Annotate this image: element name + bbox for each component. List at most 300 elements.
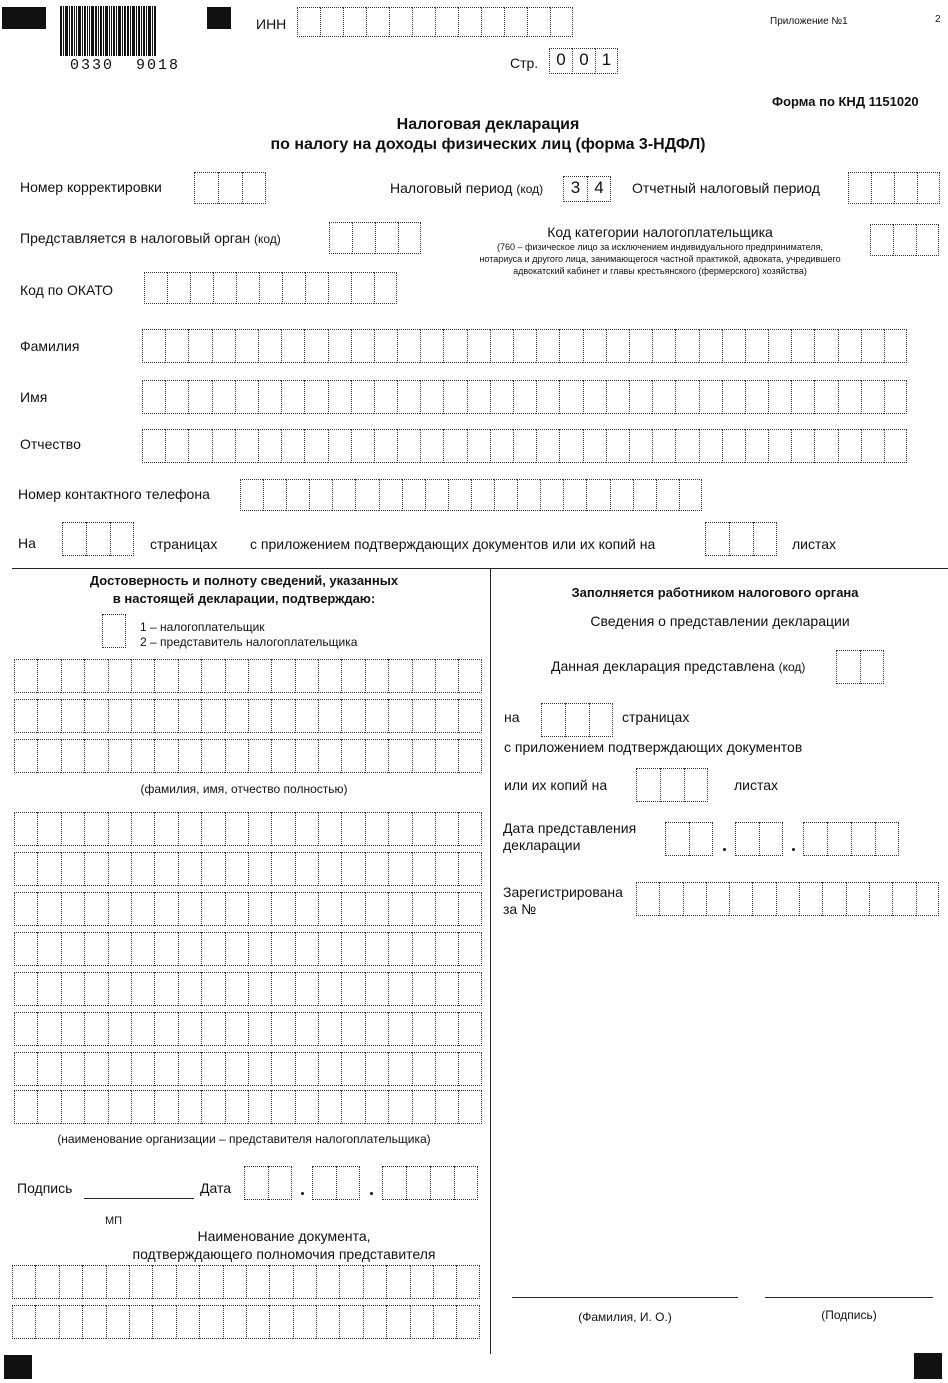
input-cell[interactable] bbox=[108, 932, 131, 966]
input-cell[interactable] bbox=[318, 852, 341, 886]
right-pages-cells[interactable] bbox=[541, 703, 613, 737]
input-cell[interactable] bbox=[235, 380, 258, 414]
input-cell[interactable] bbox=[706, 882, 729, 916]
input-cell[interactable] bbox=[467, 380, 490, 414]
input-cell[interactable] bbox=[295, 659, 318, 693]
input-cell[interactable] bbox=[458, 699, 481, 733]
input-cell[interactable] bbox=[729, 882, 752, 916]
input-cell[interactable] bbox=[201, 972, 224, 1006]
input-cell[interactable] bbox=[37, 659, 60, 693]
input-cell[interactable] bbox=[374, 380, 397, 414]
input-cell[interactable] bbox=[791, 329, 814, 363]
input-cell[interactable] bbox=[154, 1012, 177, 1046]
input-cell[interactable] bbox=[351, 329, 374, 363]
input-cell[interactable] bbox=[916, 882, 939, 916]
doc-cells-row-1[interactable] bbox=[12, 1265, 480, 1299]
input-cell[interactable] bbox=[108, 1090, 131, 1124]
input-cell[interactable] bbox=[295, 739, 318, 773]
input-cell[interactable] bbox=[402, 479, 425, 511]
input-cell[interactable] bbox=[768, 380, 791, 414]
input-cell[interactable] bbox=[131, 932, 154, 966]
input-cell[interactable] bbox=[490, 429, 513, 463]
input-cell[interactable] bbox=[365, 852, 388, 886]
input-cell[interactable] bbox=[201, 1052, 224, 1086]
input-cell[interactable] bbox=[675, 329, 698, 363]
input-cell[interactable] bbox=[374, 329, 397, 363]
input-cell[interactable] bbox=[248, 739, 271, 773]
input-cell[interactable] bbox=[365, 1012, 388, 1046]
input-cell[interactable] bbox=[129, 1305, 152, 1339]
input-cell[interactable] bbox=[365, 812, 388, 846]
input-cell[interactable] bbox=[861, 329, 884, 363]
input-cell[interactable] bbox=[106, 1265, 129, 1299]
input-cell[interactable] bbox=[154, 852, 177, 886]
input-cell[interactable] bbox=[201, 1090, 224, 1124]
input-cell[interactable] bbox=[410, 1305, 433, 1339]
input-cell[interactable] bbox=[846, 882, 869, 916]
input-cell[interactable] bbox=[201, 932, 224, 966]
input-cell[interactable] bbox=[84, 1052, 107, 1086]
input-cell[interactable] bbox=[142, 329, 165, 363]
input-cell[interactable] bbox=[490, 380, 513, 414]
input-cell[interactable] bbox=[178, 812, 201, 846]
input-cell[interactable] bbox=[108, 892, 131, 926]
input-cell[interactable] bbox=[152, 1305, 175, 1339]
input-cell[interactable] bbox=[35, 1305, 58, 1339]
input-cell[interactable] bbox=[351, 380, 374, 414]
input-cell[interactable] bbox=[397, 329, 420, 363]
input-cell[interactable] bbox=[435, 972, 458, 1006]
input-cell[interactable] bbox=[388, 892, 411, 926]
input-cell[interactable] bbox=[435, 812, 458, 846]
input-cell[interactable] bbox=[84, 892, 107, 926]
input-cell[interactable] bbox=[388, 852, 411, 886]
date-day-cells[interactable] bbox=[244, 1166, 292, 1200]
input-cell[interactable] bbox=[14, 892, 37, 926]
input-cell[interactable] bbox=[271, 659, 294, 693]
input-cell[interactable] bbox=[258, 329, 281, 363]
input-cell[interactable] bbox=[374, 429, 397, 463]
input-cell[interactable] bbox=[61, 892, 84, 926]
input-cell[interactable] bbox=[304, 429, 327, 463]
input-cell[interactable] bbox=[386, 1265, 409, 1299]
input-cell[interactable] bbox=[448, 479, 471, 511]
input-cell[interactable] bbox=[61, 739, 84, 773]
input-cell[interactable] bbox=[412, 739, 435, 773]
input-cell[interactable] bbox=[397, 380, 420, 414]
submitted-code-cell[interactable] bbox=[836, 650, 884, 684]
input-cell[interactable] bbox=[59, 1305, 82, 1339]
input-cell[interactable] bbox=[263, 479, 286, 511]
input-cell[interactable] bbox=[365, 932, 388, 966]
input-cell[interactable] bbox=[37, 1052, 60, 1086]
input-cell[interactable] bbox=[679, 479, 702, 511]
input-cell[interactable] bbox=[458, 812, 481, 846]
input-cell[interactable] bbox=[82, 1265, 105, 1299]
input-cell[interactable] bbox=[14, 739, 37, 773]
input-cell[interactable] bbox=[768, 429, 791, 463]
input-cell[interactable] bbox=[412, 972, 435, 1006]
input-cell[interactable] bbox=[386, 1305, 409, 1339]
pages-cells[interactable] bbox=[62, 522, 134, 556]
input-cell[interactable] bbox=[745, 329, 768, 363]
input-cell[interactable] bbox=[59, 1265, 82, 1299]
input-cell[interactable] bbox=[14, 932, 37, 966]
input-cell[interactable] bbox=[14, 659, 37, 693]
input-cell[interactable] bbox=[583, 429, 606, 463]
input-cell[interactable] bbox=[37, 812, 60, 846]
input-cell[interactable] bbox=[295, 972, 318, 1006]
input-cell[interactable] bbox=[61, 1052, 84, 1086]
input-cell[interactable] bbox=[341, 812, 364, 846]
input-cell[interactable] bbox=[293, 1305, 316, 1339]
date-month-cells[interactable] bbox=[312, 1166, 360, 1200]
input-cell[interactable] bbox=[178, 699, 201, 733]
input-cell[interactable] bbox=[722, 429, 745, 463]
input-cell[interactable] bbox=[412, 892, 435, 926]
input-cell[interactable] bbox=[435, 659, 458, 693]
input-cell[interactable] bbox=[37, 699, 60, 733]
input-cell[interactable] bbox=[435, 892, 458, 926]
input-cell[interactable] bbox=[248, 1090, 271, 1124]
input-cell[interactable] bbox=[456, 1265, 479, 1299]
doc-cells-row-2[interactable] bbox=[12, 1305, 480, 1339]
input-cell[interactable] bbox=[12, 1305, 35, 1339]
input-cell[interactable] bbox=[14, 1090, 37, 1124]
input-cell[interactable] bbox=[341, 932, 364, 966]
input-cell[interactable] bbox=[341, 659, 364, 693]
inn-cells[interactable] bbox=[297, 7, 573, 37]
input-cell[interactable] bbox=[606, 380, 629, 414]
input-cell[interactable] bbox=[861, 380, 884, 414]
input-cell[interactable] bbox=[108, 1012, 131, 1046]
input-cell[interactable] bbox=[225, 812, 248, 846]
input-cell[interactable] bbox=[341, 739, 364, 773]
input-cell[interactable] bbox=[629, 380, 652, 414]
input-cell[interactable] bbox=[435, 1052, 458, 1086]
input-cell[interactable] bbox=[583, 329, 606, 363]
input-cell[interactable] bbox=[318, 812, 341, 846]
org-cells-row-8[interactable] bbox=[14, 1090, 482, 1124]
input-cell[interactable] bbox=[388, 972, 411, 1006]
input-cell[interactable] bbox=[652, 329, 675, 363]
input-cell[interactable] bbox=[106, 1305, 129, 1339]
input-cell[interactable] bbox=[84, 1012, 107, 1046]
input-cell[interactable] bbox=[722, 329, 745, 363]
input-cell[interactable] bbox=[178, 892, 201, 926]
input-cell[interactable] bbox=[467, 429, 490, 463]
input-cell[interactable] bbox=[791, 429, 814, 463]
input-cell[interactable] bbox=[490, 329, 513, 363]
input-cell[interactable] bbox=[246, 1265, 269, 1299]
input-cell[interactable] bbox=[212, 429, 235, 463]
input-cell[interactable] bbox=[328, 380, 351, 414]
input-cell[interactable] bbox=[271, 852, 294, 886]
input-cell[interactable] bbox=[420, 429, 443, 463]
input-cell[interactable] bbox=[165, 380, 188, 414]
submission-day-cells[interactable] bbox=[665, 822, 713, 856]
input-cell[interactable] bbox=[37, 852, 60, 886]
org-cells-row-2[interactable] bbox=[14, 852, 482, 886]
input-cell[interactable] bbox=[606, 429, 629, 463]
input-cell[interactable] bbox=[388, 739, 411, 773]
input-cell[interactable] bbox=[271, 1012, 294, 1046]
input-cell[interactable] bbox=[341, 892, 364, 926]
input-cell[interactable] bbox=[248, 1012, 271, 1046]
input-cell[interactable] bbox=[365, 972, 388, 1006]
input-cell[interactable] bbox=[884, 329, 907, 363]
input-cell[interactable] bbox=[131, 852, 154, 886]
input-cell[interactable] bbox=[131, 699, 154, 733]
input-cell[interactable] bbox=[225, 1052, 248, 1086]
input-cell[interactable] bbox=[225, 1012, 248, 1046]
input-cell[interactable] bbox=[37, 892, 60, 926]
input-cell[interactable] bbox=[37, 932, 60, 966]
input-cell[interactable] bbox=[318, 699, 341, 733]
input-cell[interactable] bbox=[248, 659, 271, 693]
input-cell[interactable] bbox=[223, 1305, 246, 1339]
okato-cells[interactable] bbox=[144, 272, 397, 304]
input-cell[interactable] bbox=[355, 479, 378, 511]
input-cell[interactable] bbox=[201, 699, 224, 733]
category-cells[interactable] bbox=[870, 224, 939, 256]
input-cell[interactable] bbox=[212, 329, 235, 363]
input-cell[interactable] bbox=[61, 1012, 84, 1046]
input-cell[interactable] bbox=[154, 892, 177, 926]
input-cell[interactable] bbox=[84, 699, 107, 733]
submission-year-cells[interactable] bbox=[803, 822, 899, 856]
input-cell[interactable] bbox=[295, 699, 318, 733]
input-cell[interactable] bbox=[246, 1305, 269, 1339]
input-cell[interactable] bbox=[629, 429, 652, 463]
input-cell[interactable] bbox=[271, 699, 294, 733]
org-cells-row-4[interactable] bbox=[14, 932, 482, 966]
input-cell[interactable] bbox=[131, 1090, 154, 1124]
input-cell[interactable] bbox=[225, 852, 248, 886]
input-cell[interactable] bbox=[814, 380, 837, 414]
input-cell[interactable] bbox=[248, 892, 271, 926]
input-cell[interactable] bbox=[14, 812, 37, 846]
input-cell[interactable] bbox=[458, 852, 481, 886]
input-cell[interactable] bbox=[494, 479, 517, 511]
input-cell[interactable] bbox=[388, 699, 411, 733]
input-cell[interactable] bbox=[178, 852, 201, 886]
input-cell[interactable] bbox=[458, 1052, 481, 1086]
input-cell[interactable] bbox=[131, 659, 154, 693]
input-cell[interactable] bbox=[388, 812, 411, 846]
org-cells-row-3[interactable] bbox=[14, 892, 482, 926]
input-cell[interactable] bbox=[201, 739, 224, 773]
input-cell[interactable] bbox=[675, 429, 698, 463]
input-cell[interactable] bbox=[412, 1090, 435, 1124]
input-cell[interactable] bbox=[84, 932, 107, 966]
input-cell[interactable] bbox=[225, 892, 248, 926]
input-cell[interactable] bbox=[178, 1052, 201, 1086]
input-cell[interactable] bbox=[586, 479, 609, 511]
input-cell[interactable] bbox=[443, 380, 466, 414]
submission-month-cells[interactable] bbox=[735, 822, 783, 856]
input-cell[interactable] bbox=[513, 380, 536, 414]
input-cell[interactable] bbox=[341, 1052, 364, 1086]
input-cell[interactable] bbox=[420, 329, 443, 363]
input-cell[interactable] bbox=[269, 1305, 292, 1339]
input-cell[interactable] bbox=[309, 479, 332, 511]
input-cell[interactable] bbox=[791, 380, 814, 414]
input-cell[interactable] bbox=[295, 932, 318, 966]
input-cell[interactable] bbox=[154, 659, 177, 693]
input-cell[interactable] bbox=[295, 892, 318, 926]
input-cell[interactable] bbox=[178, 659, 201, 693]
input-cell[interactable] bbox=[14, 1052, 37, 1086]
fio-cells-row-1[interactable] bbox=[14, 659, 482, 693]
input-cell[interactable] bbox=[271, 812, 294, 846]
input-cell[interactable] bbox=[223, 1265, 246, 1299]
input-cell[interactable] bbox=[188, 429, 211, 463]
input-cell[interactable] bbox=[656, 479, 679, 511]
input-cell[interactable] bbox=[240, 479, 263, 511]
input-cell[interactable] bbox=[82, 1305, 105, 1339]
input-cell[interactable] bbox=[178, 932, 201, 966]
input-cell[interactable] bbox=[235, 429, 258, 463]
input-cell[interactable] bbox=[458, 892, 481, 926]
input-cell[interactable] bbox=[188, 380, 211, 414]
sheets-cells[interactable] bbox=[705, 522, 777, 556]
input-cell[interactable] bbox=[332, 479, 355, 511]
input-cell[interactable] bbox=[199, 1305, 222, 1339]
input-cell[interactable] bbox=[318, 932, 341, 966]
org-cells-row-7[interactable] bbox=[14, 1052, 482, 1086]
input-cell[interactable] bbox=[412, 659, 435, 693]
input-cell[interactable] bbox=[814, 329, 837, 363]
input-cell[interactable] bbox=[540, 479, 563, 511]
input-cell[interactable] bbox=[108, 739, 131, 773]
input-cell[interactable] bbox=[433, 1265, 456, 1299]
input-cell[interactable] bbox=[235, 329, 258, 363]
input-cell[interactable] bbox=[861, 429, 884, 463]
input-cell[interactable] bbox=[178, 739, 201, 773]
input-cell[interactable] bbox=[365, 659, 388, 693]
staff-fio-line[interactable] bbox=[512, 1297, 738, 1298]
input-cell[interactable] bbox=[248, 972, 271, 1006]
input-cell[interactable] bbox=[412, 1052, 435, 1086]
input-cell[interactable] bbox=[84, 739, 107, 773]
input-cell[interactable] bbox=[341, 1090, 364, 1124]
input-cell[interactable] bbox=[201, 659, 224, 693]
input-cell[interactable] bbox=[412, 812, 435, 846]
input-cell[interactable] bbox=[37, 1012, 60, 1046]
input-cell[interactable] bbox=[269, 1265, 292, 1299]
input-cell[interactable] bbox=[61, 932, 84, 966]
input-cell[interactable] bbox=[35, 1265, 58, 1299]
input-cell[interactable] bbox=[281, 329, 304, 363]
input-cell[interactable] bbox=[363, 1265, 386, 1299]
surname-cells[interactable] bbox=[142, 329, 907, 363]
input-cell[interactable] bbox=[388, 659, 411, 693]
input-cell[interactable] bbox=[425, 479, 448, 511]
input-cell[interactable] bbox=[271, 1090, 294, 1124]
input-cell[interactable] bbox=[154, 699, 177, 733]
input-cell[interactable] bbox=[838, 380, 861, 414]
input-cell[interactable] bbox=[295, 852, 318, 886]
input-cell[interactable] bbox=[458, 932, 481, 966]
input-cell[interactable] bbox=[559, 380, 582, 414]
input-cell[interactable] bbox=[776, 882, 799, 916]
input-cell[interactable] bbox=[154, 932, 177, 966]
staff-signature-line[interactable] bbox=[765, 1297, 933, 1298]
input-cell[interactable] bbox=[178, 1012, 201, 1046]
input-cell[interactable] bbox=[388, 1052, 411, 1086]
input-cell[interactable] bbox=[316, 1305, 339, 1339]
input-cell[interactable] bbox=[458, 1012, 481, 1046]
input-cell[interactable] bbox=[412, 1012, 435, 1046]
input-cell[interactable] bbox=[293, 1265, 316, 1299]
input-cell[interactable] bbox=[699, 329, 722, 363]
input-cell[interactable] bbox=[341, 699, 364, 733]
input-cell[interactable] bbox=[131, 739, 154, 773]
input-cell[interactable] bbox=[14, 699, 37, 733]
input-cell[interactable] bbox=[397, 429, 420, 463]
input-cell[interactable] bbox=[365, 892, 388, 926]
input-cell[interactable] bbox=[271, 892, 294, 926]
input-cell[interactable] bbox=[316, 1265, 339, 1299]
input-cell[interactable] bbox=[271, 972, 294, 1006]
input-cell[interactable] bbox=[869, 882, 892, 916]
input-cell[interactable] bbox=[12, 1265, 35, 1299]
input-cell[interactable] bbox=[108, 972, 131, 1006]
input-cell[interactable] bbox=[768, 329, 791, 363]
input-cell[interactable] bbox=[412, 699, 435, 733]
input-cell[interactable] bbox=[84, 852, 107, 886]
input-cell[interactable] bbox=[745, 429, 768, 463]
input-cell[interactable] bbox=[659, 882, 682, 916]
input-cell[interactable] bbox=[633, 479, 656, 511]
input-cell[interactable] bbox=[248, 852, 271, 886]
signature-line[interactable] bbox=[84, 1198, 194, 1199]
org-cells-row-5[interactable] bbox=[14, 972, 482, 1006]
input-cell[interactable] bbox=[165, 329, 188, 363]
input-cell[interactable] bbox=[318, 1052, 341, 1086]
tax-authority-cells[interactable] bbox=[329, 222, 421, 254]
input-cell[interactable] bbox=[295, 1090, 318, 1124]
input-cell[interactable] bbox=[683, 882, 706, 916]
input-cell[interactable] bbox=[435, 932, 458, 966]
input-cell[interactable] bbox=[652, 380, 675, 414]
input-cell[interactable] bbox=[154, 1052, 177, 1086]
input-cell[interactable] bbox=[412, 852, 435, 886]
patronymic-cells[interactable] bbox=[142, 429, 907, 463]
input-cell[interactable] bbox=[458, 659, 481, 693]
input-cell[interactable] bbox=[318, 659, 341, 693]
fio-cells-row-3[interactable] bbox=[14, 739, 482, 773]
input-cell[interactable] bbox=[225, 972, 248, 1006]
input-cell[interactable] bbox=[318, 972, 341, 1006]
input-cell[interactable] bbox=[281, 380, 304, 414]
input-cell[interactable] bbox=[517, 479, 540, 511]
input-cell[interactable] bbox=[458, 972, 481, 1006]
input-cell[interactable] bbox=[351, 429, 374, 463]
reporting-period-cells[interactable] bbox=[848, 172, 940, 204]
input-cell[interactable] bbox=[131, 812, 154, 846]
input-cell[interactable] bbox=[410, 1265, 433, 1299]
input-cell[interactable] bbox=[892, 882, 915, 916]
input-cell[interactable] bbox=[318, 739, 341, 773]
input-cell[interactable] bbox=[563, 479, 586, 511]
input-cell[interactable] bbox=[884, 429, 907, 463]
input-cell[interactable] bbox=[433, 1305, 456, 1339]
input-cell[interactable] bbox=[838, 329, 861, 363]
input-cell[interactable] bbox=[636, 882, 659, 916]
input-cell[interactable] bbox=[295, 1052, 318, 1086]
